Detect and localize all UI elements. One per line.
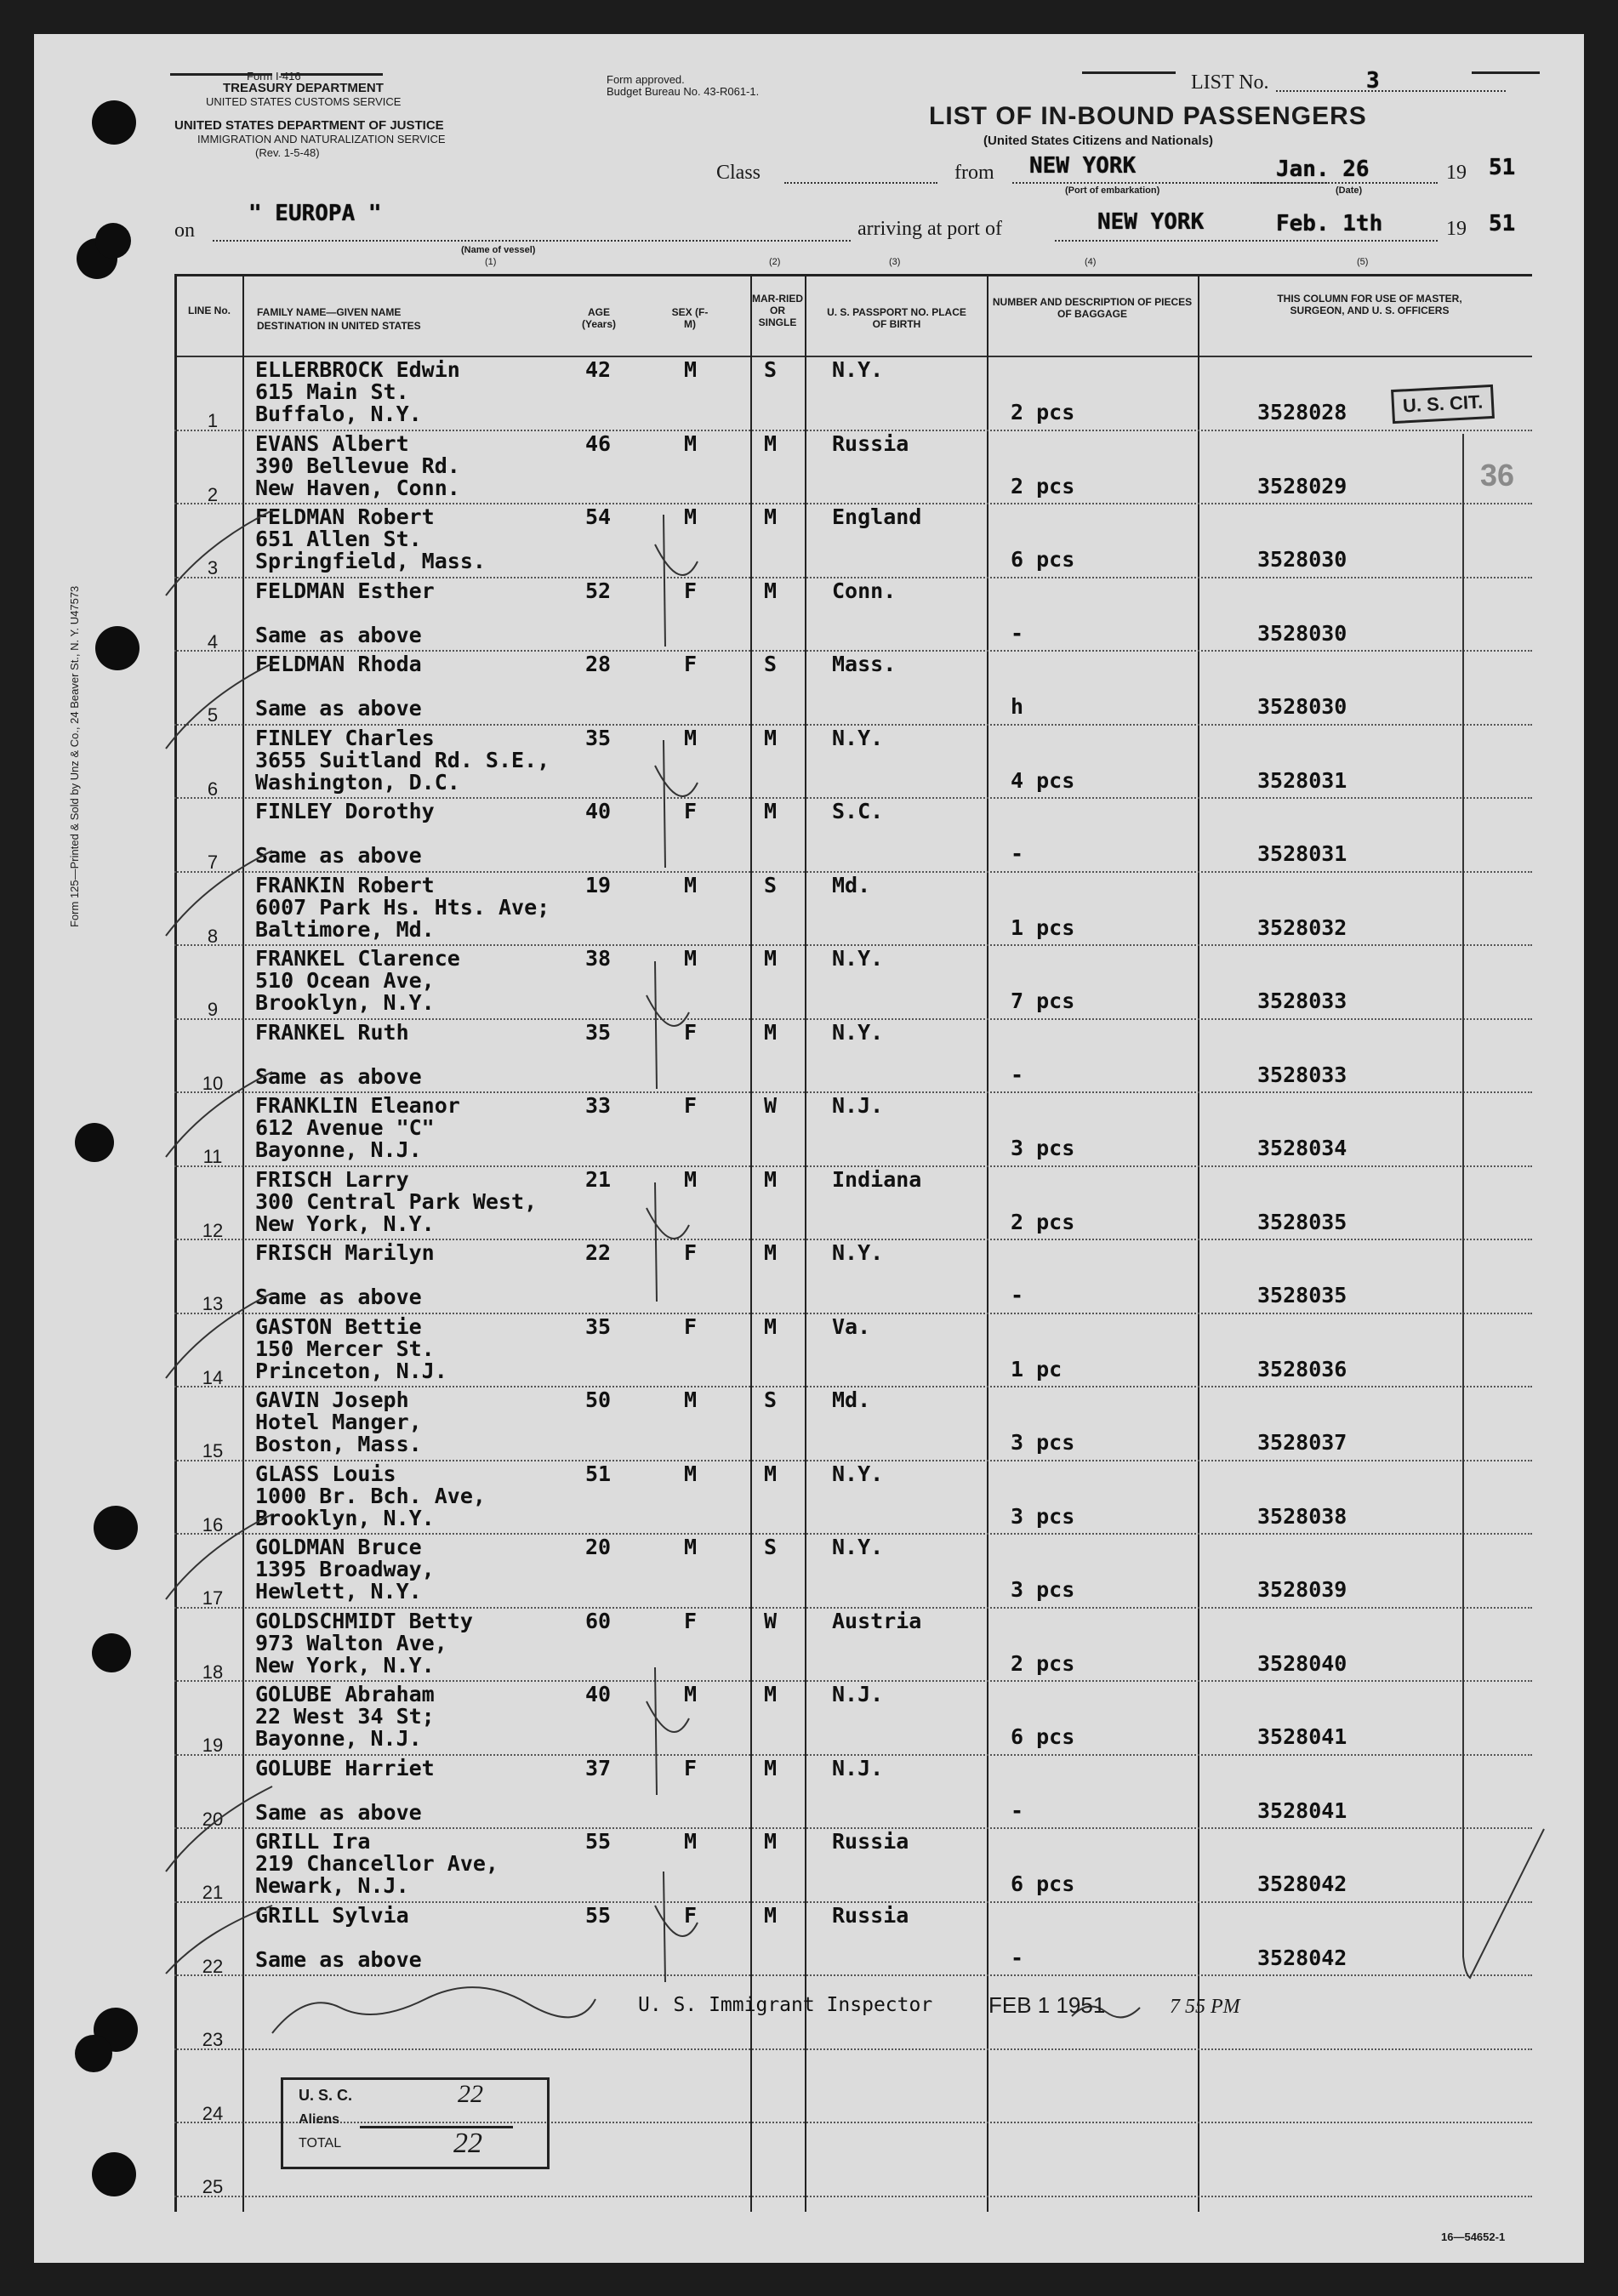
- marital-status: M: [764, 946, 778, 971]
- arrival-date-stamp: FEB 1 1951: [988, 1992, 1106, 2018]
- passenger-name: ELLERBROCK Edwin: [255, 357, 460, 382]
- marital-status: M: [764, 504, 778, 529]
- marital-status: S: [764, 1535, 778, 1559]
- passport-number: 3528037: [1257, 1430, 1347, 1455]
- sex: M: [684, 357, 698, 382]
- age: 35: [585, 1019, 612, 1045]
- passport-number: 3528030: [1257, 620, 1347, 646]
- place-of-birth: N.Y.: [832, 1240, 884, 1265]
- address-line-2: Same as above: [255, 1946, 422, 1972]
- class-label: Class: [716, 162, 761, 184]
- address-line-1: 612 Avenue "C": [255, 1115, 435, 1140]
- baggage: 6 pcs: [1011, 1872, 1075, 1896]
- passenger-name: FINLEY Dorothy: [255, 799, 435, 823]
- address-line-2: Bayonne, N.J.: [255, 1137, 422, 1162]
- address-line-2: Brooklyn, N.Y.: [255, 990, 435, 1015]
- passport-number: 3528028: [1257, 400, 1347, 424]
- marital-status: S: [764, 1387, 778, 1412]
- marital-status: M: [764, 578, 778, 603]
- printer-margin-note: Form 125—Printed & Sold by Unz & Co., 24 Beaver St., N. Y. U47573: [68, 585, 81, 927]
- address-line-2: Buffalo, N.Y.: [255, 402, 422, 426]
- sex: M: [684, 946, 698, 971]
- totals-aliens-line: [360, 2126, 513, 2128]
- passport-number: 3528041: [1257, 1797, 1347, 1823]
- passenger-name: GRILL Ira: [255, 1829, 371, 1854]
- place-of-birth: Md.: [832, 872, 871, 897]
- place-of-birth: N.Y.: [832, 1535, 884, 1559]
- address-line-1: 150 Mercer St.: [255, 1336, 435, 1361]
- marital-status: M: [764, 1166, 778, 1192]
- age: 35: [585, 725, 612, 750]
- age: 21: [585, 1166, 612, 1192]
- address-line-1: 219 Chancellor Ave,: [255, 1851, 499, 1876]
- age: 55: [585, 1902, 612, 1928]
- col-num-5: (5): [1357, 257, 1369, 267]
- inspector-label: U. S. Immigrant Inspector: [638, 1994, 933, 2016]
- baggage: 6 pcs: [1011, 547, 1075, 572]
- col-head-baggage: NUMBER AND DESCRIPTION OF PIECES OF BAGGAGE: [992, 296, 1193, 320]
- address-line-1: Hotel Manger,: [255, 1410, 422, 1434]
- sex: M: [684, 725, 698, 750]
- arrival-time-note: 7 55 PM: [1170, 1996, 1240, 2018]
- address-line-1: 1395 Broadway,: [255, 1557, 435, 1581]
- passport-number: 3528033: [1257, 988, 1347, 1013]
- address-line-2: Same as above: [255, 843, 422, 868]
- line-number: 23: [202, 2029, 224, 2050]
- passenger-name: FELDMAN Robert: [255, 504, 435, 529]
- address-line-1: 3655 Suitland Rd. S.E.,: [255, 747, 550, 772]
- line-number: 11: [202, 1146, 223, 1167]
- passport-number: 3528042: [1257, 1945, 1347, 1970]
- marital-status: S: [764, 357, 778, 382]
- sex: F: [684, 1755, 698, 1780]
- budget-bureau: Budget Bureau No. 43-R061-1.: [607, 85, 760, 98]
- passenger-name: GOLDMAN Bruce: [255, 1535, 422, 1559]
- place-of-birth: England: [832, 504, 922, 529]
- passport-number: 3528030: [1257, 547, 1347, 572]
- arriving-label: arriving at port of: [857, 218, 1002, 240]
- totals-usc-value: 22: [458, 2080, 483, 2108]
- ins-name: IMMIGRATION AND NATURALIZATION SERVICE: [197, 133, 446, 145]
- page-mark: 36: [1480, 458, 1515, 493]
- address-line-2: New Haven, Conn.: [255, 475, 460, 500]
- passport-number: 3528029: [1257, 473, 1347, 499]
- baggage: -: [1011, 1283, 1024, 1308]
- from-label: from: [954, 162, 994, 184]
- age: 19: [585, 872, 612, 897]
- date-caption: (Date): [1336, 185, 1363, 196]
- passenger-name: EVANS Albert: [255, 430, 409, 456]
- passport-number: 3528034: [1257, 1136, 1347, 1160]
- baggage: -: [1011, 620, 1024, 646]
- age: 60: [585, 1608, 612, 1633]
- baggage: 2 pcs: [1011, 473, 1075, 499]
- passport-number: 3528042: [1257, 1872, 1347, 1896]
- sex: F: [684, 1608, 698, 1633]
- line-number: 24: [202, 2102, 224, 2124]
- address-line-2: Bayonne, N.J.: [255, 1726, 422, 1751]
- depart-year-prefix: 19: [1446, 162, 1467, 184]
- totals-total-label: TOTAL: [299, 2136, 342, 2151]
- port-embark-caption: (Port of embarkation): [1065, 185, 1160, 196]
- depart-year: 51: [1489, 155, 1516, 180]
- age: 38: [585, 946, 612, 971]
- place-of-birth: Austria: [832, 1608, 922, 1633]
- baggage: 3 pcs: [1011, 1136, 1075, 1160]
- line-number: 19: [202, 1735, 224, 1756]
- marital-status: M: [764, 1902, 778, 1928]
- passport-number: 3528036: [1257, 1356, 1347, 1382]
- address-line-2: Washington, D.C.: [255, 769, 460, 795]
- line-number: 21: [202, 1882, 224, 1903]
- address-line-2: Same as above: [255, 696, 422, 721]
- age: 55: [585, 1829, 612, 1854]
- passenger-name: GRILL Sylvia: [255, 1902, 409, 1928]
- baggage: h: [1011, 694, 1024, 719]
- address-line-2: Princeton, N.J.: [255, 1358, 447, 1383]
- line-number: 6: [207, 778, 219, 800]
- sex: F: [684, 1019, 698, 1045]
- form-approved: Form approved.: [607, 73, 685, 86]
- marital-status: M: [764, 1313, 778, 1339]
- age: 51: [585, 1461, 612, 1486]
- baggage: -: [1011, 841, 1024, 866]
- address-line-2: Same as above: [255, 1285, 422, 1309]
- col-head-officers: THIS COLUMN FOR USE OF MASTER, SURGEON, AND U. S. OFFICERS: [1277, 293, 1462, 316]
- list-no-label: LIST No.: [1191, 71, 1269, 94]
- on-label: on: [174, 219, 195, 242]
- address-line-1: 300 Central Park West,: [255, 1188, 538, 1214]
- place-of-birth: N.J.: [832, 1755, 884, 1780]
- baggage: 2 pcs: [1011, 400, 1075, 424]
- marital-status: M: [764, 430, 778, 456]
- totals-total-value: 22: [453, 2128, 482, 2159]
- passenger-name: GOLUBE Abraham: [255, 1682, 435, 1706]
- page-title: LIST OF IN-BOUND PASSENGERS: [929, 102, 1367, 130]
- line-number: 13: [202, 1293, 224, 1314]
- baggage: 2 pcs: [1011, 1209, 1075, 1234]
- age: 52: [585, 578, 612, 603]
- baggage: 6 pcs: [1011, 1724, 1075, 1749]
- sex: F: [684, 1313, 698, 1339]
- sex: M: [684, 1166, 698, 1192]
- col-head-passport: U. S. PASSPORT NO. PLACE OF BIRTH: [827, 306, 966, 330]
- baggage: 2 pcs: [1011, 1650, 1075, 1676]
- arrive-date: Feb. 1th: [1276, 211, 1383, 236]
- line-number: 15: [202, 1440, 224, 1461]
- col-head-line-no: LINE No.: [188, 305, 231, 316]
- address-line-1: 651 Allen St.: [255, 527, 422, 551]
- line-number: 25: [202, 2176, 224, 2197]
- address-line-1: 390 Bellevue Rd.: [255, 453, 460, 478]
- passport-number: 3528033: [1257, 1062, 1347, 1087]
- place-of-birth: N.Y.: [832, 725, 884, 750]
- age: 20: [585, 1535, 612, 1559]
- passenger-name: FRANKLIN Eleanor: [255, 1093, 460, 1118]
- baggage: 3 pcs: [1011, 1577, 1075, 1602]
- address-line-1: 6007 Park Hs. Hts. Ave;: [255, 894, 550, 920]
- passport-number: 3528031: [1257, 841, 1347, 866]
- passenger-name: GAVIN Joseph: [255, 1387, 409, 1412]
- baggage: -: [1011, 1945, 1024, 1970]
- passenger-name: FRANKIN Robert: [255, 872, 435, 897]
- baggage: -: [1011, 1797, 1024, 1823]
- age: 22: [585, 1240, 612, 1265]
- address-line-2: Boston, Mass.: [255, 1432, 422, 1456]
- age: 42: [585, 357, 612, 382]
- passport-number: 3528039: [1257, 1577, 1347, 1602]
- address-line-2: Springfield, Mass.: [255, 549, 486, 573]
- address-line-2: Baltimore, Md.: [255, 916, 435, 942]
- col-head-destination: DESTINATION IN UNITED STATES: [257, 320, 421, 332]
- baggage: 3 pcs: [1011, 1430, 1075, 1455]
- place-of-birth: Indiana: [832, 1166, 922, 1192]
- baggage: 3 pcs: [1011, 1503, 1075, 1529]
- passport-number: 3528031: [1257, 767, 1347, 793]
- baggage: 7 pcs: [1011, 988, 1075, 1013]
- address-line-2: Same as above: [255, 622, 422, 647]
- baggage: -: [1011, 1062, 1024, 1087]
- address-line-2: Brooklyn, N.Y.: [255, 1505, 435, 1530]
- marital-status: M: [764, 725, 778, 750]
- line-number: 5: [207, 704, 219, 726]
- totals-usc-label: U. S. C.: [299, 2087, 353, 2104]
- line-number: 14: [202, 1366, 224, 1388]
- marital-status: M: [764, 799, 778, 823]
- line-number: 2: [207, 483, 219, 505]
- passport-number: 3528032: [1257, 914, 1347, 940]
- marital-status: S: [764, 872, 778, 897]
- passport-number: 3528030: [1257, 694, 1347, 719]
- marital-status: W: [764, 1608, 778, 1633]
- sex: M: [684, 1682, 698, 1706]
- baggage: 1 pcs: [1011, 914, 1075, 940]
- line-number: 7: [207, 852, 219, 873]
- form-code: 16—54652-1: [1441, 2230, 1506, 2243]
- address-line-1: 615 Main St.: [255, 379, 409, 404]
- address-line-2: Hewlett, N.Y.: [255, 1579, 422, 1604]
- customs-service: UNITED STATES CUSTOMS SERVICE: [206, 95, 402, 108]
- depart-date: Jan. 26: [1276, 157, 1370, 182]
- justice-dept: UNITED STATES DEPARTMENT OF JUSTICE: [174, 118, 444, 133]
- age: 33: [585, 1093, 612, 1118]
- marital-status: M: [764, 1829, 778, 1854]
- from-port: NEW YORK: [1029, 153, 1137, 179]
- col-num-4: (4): [1085, 257, 1097, 267]
- place-of-birth: Russia: [832, 1829, 909, 1854]
- marital-status: M: [764, 1240, 778, 1265]
- sex: M: [684, 1535, 698, 1559]
- sex: F: [684, 1093, 698, 1118]
- place-of-birth: Mass.: [832, 652, 897, 676]
- place-of-birth: Conn.: [832, 578, 897, 603]
- passenger-name: FRISCH Marilyn: [255, 1240, 435, 1265]
- age: 28: [585, 652, 612, 676]
- line-number: 8: [207, 925, 219, 947]
- sex: M: [684, 504, 698, 529]
- marital-status: S: [764, 652, 778, 676]
- sex: M: [684, 1829, 698, 1854]
- line-number: 9: [207, 999, 219, 1020]
- age: 37: [585, 1755, 612, 1780]
- vessel-caption: (Name of vessel): [461, 245, 536, 255]
- marital-status: M: [764, 1682, 778, 1706]
- passport-number: 3528041: [1257, 1724, 1347, 1749]
- line-number: 17: [202, 1587, 224, 1609]
- address-line-1: 510 Ocean Ave,: [255, 968, 435, 993]
- passport-number: 3528040: [1257, 1650, 1347, 1676]
- place-of-birth: Va.: [832, 1313, 871, 1339]
- line-number: 12: [202, 1219, 224, 1241]
- line-number: 3: [207, 557, 219, 578]
- age: 40: [585, 799, 612, 823]
- age: 40: [585, 1682, 612, 1706]
- passport-number: 3528035: [1257, 1283, 1347, 1308]
- place-of-birth: Russia: [832, 430, 909, 456]
- passenger-name: GOLDSCHMIDT Betty: [255, 1608, 473, 1633]
- passenger-name: FRANKEL Ruth: [255, 1019, 409, 1045]
- age: 46: [585, 430, 612, 456]
- col-num-1: (1): [485, 257, 497, 267]
- line-number: 22: [202, 1955, 224, 1977]
- address-line-1: 973 Walton Ave,: [255, 1630, 447, 1655]
- sex: F: [684, 578, 698, 603]
- age: 54: [585, 504, 612, 529]
- age: 35: [585, 1313, 612, 1339]
- address-line-2: Same as above: [255, 1063, 422, 1089]
- place-of-birth: N.J.: [832, 1682, 884, 1706]
- totals-aliens-label: Aliens: [299, 2112, 340, 2127]
- passenger-name: FINLEY Charles: [255, 725, 435, 750]
- address-line-2: New York, N.Y.: [255, 1652, 435, 1678]
- us-citizen-stamp-text: U. S. CIT.: [1402, 390, 1484, 417]
- passport-number: 3528038: [1257, 1503, 1347, 1529]
- line-number: 4: [207, 630, 219, 652]
- line-number: 20: [202, 1808, 224, 1830]
- col-head-name: FAMILY NAME—GIVEN NAME: [257, 306, 402, 318]
- passenger-name: GASTON Bettie: [255, 1313, 422, 1339]
- line-number: 10: [202, 1072, 224, 1094]
- sex: F: [684, 1902, 698, 1928]
- place-of-birth: N.J.: [832, 1093, 884, 1118]
- form-number: Form I-416: [247, 70, 301, 83]
- place-of-birth: N.Y.: [832, 946, 884, 971]
- passenger-name: GOLUBE Harriet: [255, 1755, 435, 1780]
- arrive-year-prefix: 19: [1446, 218, 1467, 240]
- page-subtitle: (United States Citizens and Nationals): [983, 134, 1214, 148]
- arrive-port: NEW YORK: [1097, 209, 1205, 235]
- place-of-birth: S.C.: [832, 799, 884, 823]
- passenger-name: GLASS Louis: [255, 1461, 396, 1486]
- sex: M: [684, 872, 698, 897]
- col-head-age: AGE (Years): [581, 306, 617, 330]
- sex: F: [684, 652, 698, 676]
- address-line-2: Newark, N.J.: [255, 1873, 409, 1898]
- passport-number: 3528035: [1257, 1209, 1347, 1234]
- totals-box: [281, 2077, 550, 2169]
- revision: (Rev. 1-5-48): [255, 146, 320, 159]
- place-of-birth: N.Y.: [832, 1019, 884, 1045]
- col-num-2: (2): [769, 257, 781, 267]
- place-of-birth: Russia: [832, 1902, 909, 1928]
- address-line-2: New York, N.Y.: [255, 1211, 435, 1236]
- place-of-birth: N.Y.: [832, 1461, 884, 1486]
- sex: F: [684, 1240, 698, 1265]
- sex: M: [684, 1387, 698, 1412]
- treasury-dept: TREASURY DEPARTMENT: [223, 81, 384, 95]
- address-line-2: Same as above: [255, 1799, 422, 1825]
- col-head-sex: SEX (F-M): [671, 306, 709, 330]
- marital-status: M: [764, 1461, 778, 1486]
- line-number: 18: [202, 1661, 224, 1683]
- address-line-1: 22 West 34 St;: [255, 1704, 435, 1729]
- passenger-name: FELDMAN Rhoda: [255, 652, 422, 676]
- col-num-3: (3): [889, 257, 901, 267]
- marital-status: W: [764, 1093, 778, 1118]
- sex: M: [684, 1461, 698, 1486]
- arrive-year: 51: [1489, 211, 1516, 236]
- line-number: 16: [202, 1513, 224, 1535]
- age: 50: [585, 1387, 612, 1412]
- vessel-name: " EUROPA ": [248, 201, 382, 226]
- marital-status: M: [764, 1755, 778, 1780]
- baggage: 4 pcs: [1011, 767, 1075, 793]
- passenger-name: FRISCH Larry: [255, 1166, 409, 1192]
- place-of-birth: Md.: [832, 1387, 871, 1412]
- passenger-name: FRANKEL Clarence: [255, 946, 460, 971]
- passenger-name: FELDMAN Esther: [255, 578, 435, 603]
- baggage: 1 pc: [1011, 1356, 1063, 1382]
- list-no-value: 3: [1366, 68, 1380, 94]
- address-line-1: 1000 Br. Bch. Ave,: [255, 1483, 486, 1508]
- line-number: 1: [207, 410, 219, 431]
- col-head-married: MAR-RIED OR SINGLE: [752, 293, 803, 328]
- place-of-birth: N.Y.: [832, 357, 884, 382]
- sex: M: [684, 430, 698, 456]
- sex: F: [684, 799, 698, 823]
- marital-status: M: [764, 1019, 778, 1045]
